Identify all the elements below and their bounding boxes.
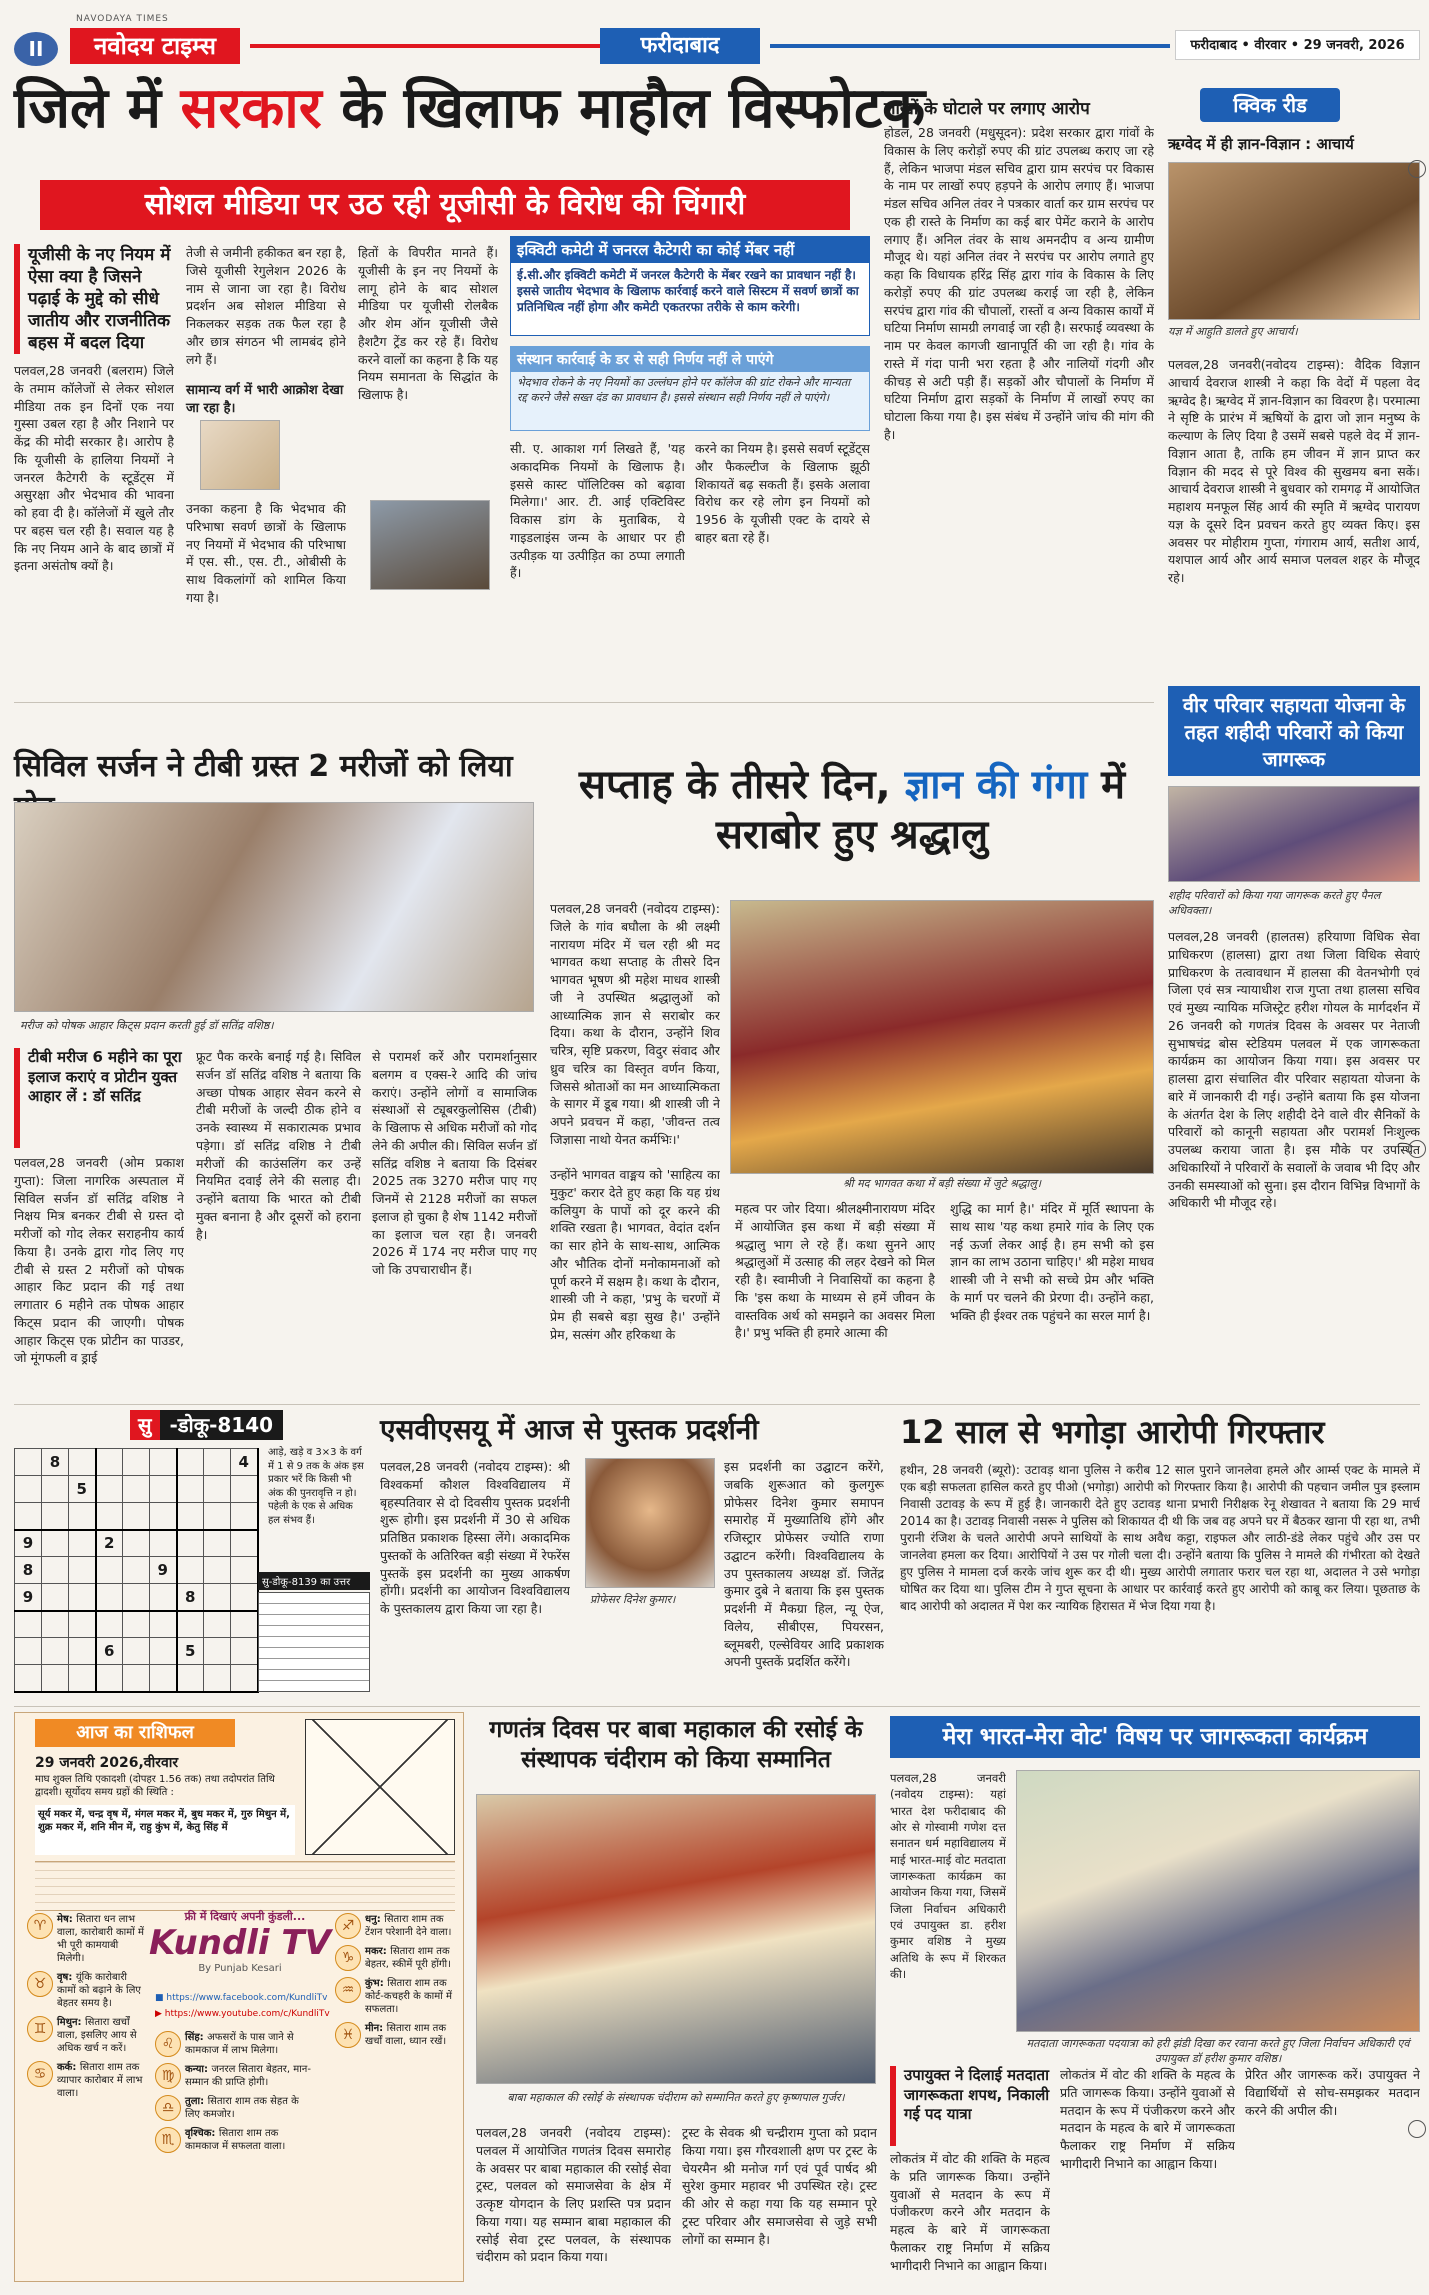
zodiac-icon: ♊: [27, 2016, 53, 2042]
sudoku-cell[interactable]: [69, 1665, 96, 1692]
rashi-item: [27, 1971, 147, 2010]
rashi-item: [335, 1913, 457, 1939]
rashi-name: कर्क:: [57, 2062, 80, 2073]
rashifal-title: आज का राशिफल: [35, 1719, 235, 1747]
bhagoda-headline: 12 साल से भगोड़ा आरोपी गिरफ्तार: [900, 1413, 1325, 1451]
sudoku-cell[interactable]: [150, 1584, 177, 1611]
institution-box-title: संस्थान कार्रवाई के डर से सही निर्णय नहीं ले पाएंगे: [511, 347, 869, 372]
rashi-prediction: सितारा शाम तक सेहत के लिए कमजोर।: [185, 2096, 299, 2120]
paper-small-name: NAVODAYA TIMES: [76, 14, 169, 24]
yagya-image: [1168, 162, 1420, 320]
divider: [14, 702, 1154, 703]
sudoku-cell[interactable]: [69, 1503, 96, 1530]
quick-read-tag: क्विक रीड: [1200, 88, 1340, 122]
sudoku-cell[interactable]: [96, 1503, 123, 1530]
mera-bharat-headline: मेरा भारत-मेरा वोट' विषय पर जागरूकता कार्यक्रम: [890, 1716, 1420, 1758]
sudoku-cell[interactable]: [96, 1557, 123, 1584]
sudoku-cell[interactable]: [42, 1530, 69, 1557]
rashi-col-right: [335, 1913, 457, 2273]
sudoku-cell[interactable]: [204, 1665, 231, 1692]
kundli-tv-logo-sub: By Punjab Kesari: [198, 1963, 282, 1974]
mera-bharat-body-col2: लोकतंत्र में वोट की शक्ति के महत्व के प्रति जागरूक किया। उन्होंने युवाओं से मतदान के रूप में पंजीकरण करने और मतदान के महत्व के बारे में जागरूकता फैलाकर राष्ट्र निर्माण में सक्रिय भागीदारी निभाने का आह्वान किया।: [890, 2151, 1050, 2273]
sudoku-cell[interactable]: 5: [69, 1476, 96, 1503]
rashi-item: [155, 2127, 315, 2153]
zodiac-icon: ♉: [27, 1971, 53, 1997]
sudoku-cell[interactable]: [150, 1503, 177, 1530]
sudoku-cell[interactable]: 9: [150, 1557, 177, 1584]
zodiac-icon: ♐: [335, 1913, 361, 1939]
sudoku-cell[interactable]: [42, 1503, 69, 1530]
sudoku-cell[interactable]: [96, 1449, 123, 1476]
facebook-url: https://www.facebook.com/KundliTv: [166, 1993, 328, 2003]
masthead-blue-rule: [770, 44, 1170, 48]
sudoku-cell[interactable]: [204, 1530, 231, 1557]
mera-bharat-body-col3: लोकतंत्र में वोट की शक्ति के महत्व के प्रति जागरूक किया। उन्होंने युवाओं से मतदान के रूप में पंजीकरण करने और मतदान के महत्व के बारे में जागरूकता फैलाकर राष्ट्र निर्माण में सक्रिय भागीदारी निभाने का आह्वान किया।: [1060, 2067, 1235, 2171]
sudoku-cell[interactable]: [177, 1476, 204, 1503]
rashi-text: [57, 1971, 147, 2010]
masthead: [0, 0, 1429, 70]
sudoku-cell[interactable]: [150, 1665, 177, 1692]
registration-mark: [1408, 1140, 1426, 1158]
civil-body-col2: फ्रूट पैक करके बनाई गई है। सिविल सर्जन डॉ सतिंद्र वशिष्ठ ने बताया कि अच्छा पोषक आहार सेवन करने से टीबी मरीजों के जल्दी ठीक होने व उनके स्वास्थ्य में सकारात्मक प्रभाव पड़ेगा। डॉ सतिंद्र वशिष्ठ ने टीबी मरीजों की काउंसलिंग कर उन्हें नियमित दवाई लेने की सलाह दी। उन्होंने बताया कि भारत को टीबी मुक्त बनाना है और दूसरों को हराना है।: [196, 1049, 361, 1242]
rashi-name: कुंभ:: [365, 1978, 388, 1989]
sudoku-cell[interactable]: [123, 1503, 150, 1530]
dateline: फरीदाबाद • वीरवार • 29 जनवरी, 2026: [1175, 30, 1420, 60]
sudoku-cell[interactable]: [231, 1665, 258, 1692]
sudoku-cell[interactable]: [69, 1584, 96, 1611]
sudoku-cell[interactable]: [204, 1503, 231, 1530]
rashifal-date: 29 जनवरी 2026,वीरवार: [35, 1755, 179, 1771]
institution-box: [510, 346, 870, 431]
veer-image: [1168, 786, 1420, 882]
sudoku-row: [15, 1665, 258, 1692]
sudoku-cell[interactable]: [42, 1611, 69, 1638]
sudoku-cell[interactable]: [150, 1638, 177, 1665]
rashi-text: [185, 2095, 315, 2121]
equity-box-title: इक्विटी कमेटी में जनरल कैटेगरी का कोई मेंबर नहीं: [511, 237, 869, 263]
sudoku-cell[interactable]: [42, 1584, 69, 1611]
rashi-text: [185, 2063, 315, 2089]
zodiac-icon: ♏: [155, 2127, 181, 2153]
sudoku-cell[interactable]: [231, 1611, 258, 1638]
rashi-name: मिथुन:: [57, 2017, 85, 2028]
sudoku-cell[interactable]: [204, 1638, 231, 1665]
sudoku-answer-label: सु-डोकू-8139 का उत्तर: [258, 1572, 370, 1590]
sudoku-cell[interactable]: [123, 1638, 150, 1665]
rashi-name: तुला:: [185, 2096, 208, 2107]
sudoku-cell[interactable]: [204, 1476, 231, 1503]
saptah-body-col1: पलवल,28 जनवरी (नवोदय टाइम्स): जिले के गांव बघौला के श्री लक्ष्मी नारायण मंदिर में चल रही श्री मद भागवत कथा सप्ताह के तीसरे दिन भागवत भूषण श्री महेश माधव शास्त्री जी ने उपस्थित श्रद्धालुओं को आध्यात्मिक ज्ञान से सराबोर कर दिया। कथा के दौरान, उन्होंने शिव चरित्र, सृष्टि प्रकरण, विदुर संवाद और ध्रुव चरित्र का विस्तृत वर्णन किया, जिससे श्रोताओं का मन आध्यात्मिकता के सागर में डूब गया। श्री शास्त्री जी ने अपने प्रवचन में कहा, 'जीवन्त तत्व जिज्ञासा नाथो येनत कर्मभिः।': [550, 901, 720, 1147]
sudoku-cell[interactable]: [177, 1530, 204, 1557]
sudoku-cell[interactable]: [69, 1530, 96, 1557]
protest-image: [370, 500, 490, 590]
sudoku-cell[interactable]: [204, 1584, 231, 1611]
mahakal-body-col1: पलवल,28 जनवरी (नवोदय टाइम्स): पलवल में आयोजित गणतंत्र दिवस समारोह के अवसर पर बाबा महाकाल की रसोई सेवा ट्रस्ट, पलवल को समाजसेवा के क्षेत्र में उत्कृष्ट योगदान के लिए प्रशस्ति पत्र प्रदान किया गया। यह सम्मान बाबा महाकाल की रसोई सेवा ट्रस्ट पलवल, के संस्थापक चंदीराम को प्रदान किया गया।: [476, 2125, 671, 2265]
saptah-body-col2: महत्व पर जोर दिया। श्रीलक्ष्मीनारायण मंदिर में आयोजित इस कथा में बड़ी संख्या में श्रद्धालु भाग ले रहे हैं। कथा सुनने आए श्रद्धालुओं में उत्साह की लहर देखने को मिल रही है। स्वामीजी ने निवासियों का कहना है कि 'इस कथा के माध्यम से हमें जीवन के वास्तविक अर्थ को समझने का अवसर मिला है।' प्रभु भक्ति ही हमारे आत्मा की: [735, 1201, 935, 1341]
civil-body-col3: से परामर्श करें और परामर्शानुसार बलगम व एक्स-रे आदि की जांच कराएं। उन्होंने लोगों व सामाजिक संस्थाओं से ट्यूबरकुलोसिस (टीबी) के खिलाफ से अधिक मरीजों को गोद लेने की अपील की। सिविल सर्जन डॉ सतिंद्र वशिष्ठ ने बताया कि दिसंबर 2025 तक 3270 मरीज पाए गए जिनमें से 2128 मरीजों का सफल इलाज हो चुका है शेष 1142 मरीजों का इलाज चल रहा है। जनवरी 2026 में 174 नए मरीज पाए गए जो कि उपचाराधीन हैं।: [372, 1049, 537, 1277]
lead-headline: जिले में सरकार के खिलाफ माहौल विस्फोटक: [14, 76, 926, 141]
rashi-prediction: सितारा धन लाभ वाला, कारोबारी कामों में भी पूरी कामयाबी मिलेगी।: [57, 1914, 144, 1964]
sudoku-cell[interactable]: [69, 1611, 96, 1638]
svsu-headline: एसवीएसयू में आज से पुस्तक प्रदर्शनी: [380, 1413, 759, 1446]
cartoon-image: [200, 420, 280, 490]
saptah-headline: सप्ताह के तीसरे दिन, ज्ञान की गंगा में सराबोर हुए श्रद्धालु: [578, 762, 1126, 858]
registration-mark: [1408, 160, 1426, 178]
rashi-item: [27, 2016, 147, 2055]
rashi-col-mid: [155, 2031, 315, 2275]
lead-body-col4: सी. ए. आकाश गर्ग लिखते हैं, 'यह अकादमिक नियमों के खिलाफ है। इससे कास्ट पॉलिटिक्स को बढ़ावा मिलेगा।' आर. टी. आई एक्टिविस्ट विकास डांग के मुताबिक, ये गाइडलाइंस जन्म के आधार पर ही उत्पीड़क या उत्पीड़ित का ठप्पा लगाती हैं।: [510, 441, 685, 581]
rashi-prediction: सितारा खर्चों वाला, इसलिए आय से अधिक खर्च न करें।: [57, 2017, 137, 2054]
sudoku-cell[interactable]: [96, 1665, 123, 1692]
facebook-link[interactable]: [155, 1993, 345, 2003]
kundli-tv-logo: [145, 1923, 335, 1983]
sudoku-row: [15, 1557, 258, 1584]
sudoku-row: [15, 1584, 258, 1611]
rashi-text: [57, 1913, 147, 1965]
rashi-prediction: सितारा शाम तक कामकाज में सफलता वाला।: [185, 2128, 286, 2152]
youtube-icon: ▶: [155, 2009, 162, 2019]
sudoku-cell[interactable]: [150, 1449, 177, 1476]
sudoku-cell[interactable]: [123, 1476, 150, 1503]
rashi-text: [365, 1945, 457, 1971]
mera-bharat-kicker: उपायुक्त ने दिलाई मतदाता जागरूकता शपथ, निकाली गई पद यात्रा: [890, 2066, 1050, 2146]
lead-kicker: यूजीसी के नए नियम में ऐसा क्या है जिसने पढ़ाई के मुद्दे को सीधे जातीय और राजनीतिक बहस में बदल दिया: [14, 244, 174, 354]
zodiac-icon: ♓: [335, 2022, 361, 2048]
sudoku-cell[interactable]: [231, 1503, 258, 1530]
mahakal-caption: बाबा महाकाल की रसोई के संस्थापक चंदीराम को सम्मानित करते हुए कृष्णपाल गुर्जर।: [507, 2091, 845, 2104]
sudoku-instructions: आड़े, खड़े व 3×3 के वर्ग में 1 से 9 तक के अंक इस प्रकार भरें कि किसी भी अंक की पुनरावृत्ति न हो। पहेली के एक से अधिक हल संभव हैं।: [268, 1447, 364, 1526]
sudoku-cell[interactable]: [69, 1557, 96, 1584]
sudoku-answer-grid: [258, 1592, 370, 1692]
sudoku-cell[interactable]: [204, 1557, 231, 1584]
zodiac-icon: ♒: [335, 1977, 361, 2003]
sudoku-cell[interactable]: [15, 1503, 42, 1530]
sudoku-cell[interactable]: 5: [177, 1638, 204, 1665]
zodiac-icon: ♌: [155, 2031, 181, 2057]
rashi-name: कन्या:: [185, 2064, 212, 2075]
sudoku-cell[interactable]: [231, 1557, 258, 1584]
rashi-item: [335, 1945, 457, 1971]
sudoku-cell[interactable]: 8: [42, 1449, 69, 1476]
rashi-prediction: सितारा शाम तक टेंशन परेशानी देने वाला।: [365, 1914, 452, 1938]
sudoku-cell[interactable]: [123, 1530, 150, 1557]
zodiac-icon: ♎: [155, 2095, 181, 2121]
civil-headline: सिविल सर्जन ने टीबी ग्रस्त 2 मरीजों को लिया: [14, 749, 513, 784]
sudoku-cell[interactable]: 8: [15, 1557, 42, 1584]
mera-bharat-image: [1016, 1770, 1420, 2032]
sudoku-row: [15, 1476, 258, 1503]
sudoku-cell[interactable]: [15, 1638, 42, 1665]
mahakal-headline: गणतंत्र दिवस पर बाबा महाकाल की रसोई के संस्थापक चंदीराम को किया सम्मानित: [489, 1717, 863, 1773]
sudoku-cell[interactable]: [96, 1476, 123, 1503]
professor-image: [585, 1458, 715, 1588]
lead-body-col2b-text: उनका कहना है कि भेदभाव की परिभाषा सवर्ण छात्रों के खिलाफ नए नियमों में भेदभाव की परिभाषा में एस. सी., एस. टी., ओबीसी के साथ विकलांगों को शामिल किया गया है।: [186, 501, 346, 605]
sudoku-cell[interactable]: [42, 1557, 69, 1584]
ghotala-headline: लाखों के घोटाले पर लगाए आरोप: [884, 99, 1090, 119]
rashi-text: [185, 2031, 315, 2057]
quick-read-caption: यज्ञ में आहुति डालते हुए आचार्य।: [1168, 325, 1298, 338]
sudoku-cell[interactable]: [204, 1611, 231, 1638]
saptah-body-col1b: उन्होंने भागवत वाङ्मय को 'साहित्य का मुकुट' करार देते हुए कहा कि यह ग्रंथ कलियुग के पापों को दूर करने की शक्ति रखता है। भागवत, वेदांत दर्शन का सार होने के साथ-साथ, आत्मिक और भौतिक दोनों मनोकामनाओं को पूर्ण करने में सक्षम है। कथा के दौरान, शास्त्री जी ने कहा, 'प्रभु के चरणों में प्रेम ही सबसे बड़ा सुख है।' उन्होंने प्रेम, सत्संग और हरिकथा के: [550, 1167, 720, 1342]
rashi-text: [365, 1977, 457, 2016]
katha-image: [730, 900, 1154, 1174]
sudoku-cell[interactable]: [15, 1611, 42, 1638]
rashi-prediction: सितारा शाम तक कोर्ट-कचहरी के कामों में सफलता।: [365, 1978, 452, 2015]
sudoku-row: [15, 1638, 258, 1665]
kundli-chart: [305, 1719, 455, 1855]
mera-bharat-body-col4: प्रेरित और जागरूक करें। उपायुक्त ने विद्यार्थियों से सोच-समझकर मतदान करने की अपील की।: [1245, 2067, 1420, 2118]
sudoku-cell[interactable]: [150, 1530, 177, 1557]
sudoku-cell[interactable]: [231, 1638, 258, 1665]
zodiac-icon: ♈: [27, 1913, 53, 1939]
sudoku-cell[interactable]: [123, 1449, 150, 1476]
sudoku-cell[interactable]: [42, 1665, 69, 1692]
registration-mark: [1408, 2120, 1426, 2138]
sudoku-grid: [14, 1448, 259, 1693]
sudoku-cell[interactable]: 2: [96, 1530, 123, 1557]
sudoku-cell[interactable]: 6: [96, 1638, 123, 1665]
zodiac-icon: ♍: [155, 2063, 181, 2089]
sudoku-cell[interactable]: [177, 1557, 204, 1584]
equity-box: [510, 236, 870, 336]
rashi-item: [155, 2063, 315, 2089]
sudoku-cell[interactable]: 8: [177, 1584, 204, 1611]
sudoku-cell[interactable]: [204, 1449, 231, 1476]
divider: [14, 1706, 1420, 1707]
sudoku-cell[interactable]: [123, 1611, 150, 1638]
veer-caption: शहीद परिवारों को किया गया जागरूक करते हुए पैनल अधिवक्ता।: [1168, 889, 1381, 917]
sudoku-row: [15, 1503, 258, 1530]
sudoku-row: [15, 1611, 258, 1638]
equity-box-body: ई.सी.और इक्विटी कमेटी में जनरल कैटेगरी के मेंबर रखने का प्रावधान नहीं है। इससे जातीय भेदभाव के खिलाफ कार्रवाई करने वाले सिस्टम में सवर्ण छात्रों का प्रतिनिधित्व नहीं होगा और कमेटी एकतरफा तरीके से काम करेगी।: [517, 268, 859, 315]
rashi-text: [57, 2061, 147, 2100]
sudoku-cell[interactable]: [177, 1611, 204, 1638]
sudoku-grid-wrap: [14, 1448, 259, 1693]
lead-body-col2b: [186, 500, 346, 690]
bhagoda-body: हथीन, 28 जनवरी (ब्यूरो): उटावड़ थाना पुलिस ने करीब 12 साल पुराने जानलेवा हमले और आर्म्स एक्ट के मामले में एक बड़ी सफलता हासिल करते हुए पीओ (भगोड़ा) आरोपी को गिरफ्तार किया है। आरोपी की पहचान जमील पुत्र इस्लाम निवासी उटावड़ के रूप में हुई है। जानकारी देते हुए उटावड़ थाना प्रभारी निरीक्षक रेनू शेखावत ने बताया कि 29 मार्च 2014 का है। उटावड़ निवासी नसरू ने पुलिस को शिकायत दी थी कि जब वह अपने घर में बैठकर खाना पी रहा था, तभी पुरानी रंजिश के चलते आरोपी अपने साथियों के साथ अवैध कट्टा, राइफल और लाठी-डंडे लेकर पहुंचे और उस पर जानलेवा हमला कर दिया। आरोपियों ने उस पर गोली चला दी। उन्होंने बताया कि पुलिस ने मामले की गंभीरता को देखते हुए पुलिस ने मामला दर्ज करके जांच शुरू कर दी थी। मुख्य आरोपी लगातार फरार चल रहा था, अदालत ने उसे भगोड़ा घोषित कर दिया था। पुलिस टीम ने गुप्त सूचना के आधार पर कार्रवाई करते हुए आरोपी को काबू कर लिया। पूछताछ के बाद आरोपी को अदालत में पेश कर न्यायिक हिरासत में भेज दिया गया है।: [900, 1463, 1420, 1614]
mera-bharat-caption: मतदाता जागरूकता पदयात्रा को हरी झंडी दिखा कर रवाना करते हुए जिला निर्वाचन अधिकारी एवं उपायुक्त डॉ हरीश कुमार वशिष्ठ।: [1026, 2037, 1410, 2065]
quick-read-headline: ऋग्वेद में ही ज्ञान-विज्ञान : आचार्य: [1168, 135, 1354, 153]
sudoku-cell[interactable]: [69, 1638, 96, 1665]
rashifal-tithi: माघ शुक्ल तिथि एकादशी (दोपहर 1.56 तक) तथा तदोपरांत तिथि द्वादशी। सूर्योदय समय ग्रहों की स्थिति :: [35, 1774, 275, 1798]
rashi-name: वृष:: [57, 1972, 76, 1983]
sudoku-cell[interactable]: [15, 1449, 42, 1476]
sudoku-cell[interactable]: [42, 1476, 69, 1503]
sudoku-title-rest: -डोकू-8140: [160, 1410, 284, 1440]
rashi-item: [335, 1977, 457, 2016]
sudoku-cell[interactable]: 9: [15, 1584, 42, 1611]
veer-headline: वीर परिवार सहायता योजना के तहत शहीदी परिवारों को किया जागरूक: [1168, 686, 1420, 776]
sudoku-cell[interactable]: [150, 1611, 177, 1638]
sudoku-cell[interactable]: [123, 1557, 150, 1584]
sudoku-cell[interactable]: [177, 1665, 204, 1692]
rashi-item: [27, 2061, 147, 2100]
sudoku-cell[interactable]: [69, 1449, 96, 1476]
rashi-prediction: सितारा शाम तक खर्चों वाला, ध्यान रखें।: [365, 2023, 447, 2047]
paper-name: नवोदय टाइम्स: [70, 28, 240, 64]
lead-body-col2: तेजी से जमीनी हकीकत बन रहा है, जिसे यूजीसी रेगुलेशन 2026 के नाम से जाना जा रहा है। विरोध प्रदर्शन अब सोशल मीडिया से निकलकर सड़क तक फैल रहा है और छात्र संगठन भी लामबंद होने लगे हैं।: [186, 245, 346, 367]
sudoku-cell[interactable]: 9: [15, 1530, 42, 1557]
rashi-text: [365, 2022, 457, 2048]
mera-bharat-body: पलवल,28 जनवरी (नवोदय टाइम्स): यहां भारत देश फरीदाबाद की ओर से गोस्वामी गणेश दत्त सनातन धर्म महाविद्यालय में माई भारत-माई वोट मतदाता जागरूकता कार्यक्रम का आयोजन किया गया, जिसमें जिला निर्वाचन अधिकारी एवं उपायुक्त डा. हरीश कुमार वशिष्ठ ने मुख्य अतिथि के रूप में शिरकत की।: [890, 1771, 1006, 1981]
sudoku-cell[interactable]: [231, 1476, 258, 1503]
sudoku-cell[interactable]: [42, 1638, 69, 1665]
rashi-name: मकर:: [365, 1946, 391, 1957]
sudoku-cell[interactable]: [231, 1530, 258, 1557]
lead-pullquote: सामान्य वर्ग में भारी आक्रोश देखा जा रहा है।: [186, 383, 344, 416]
rashi-text: [57, 2016, 147, 2055]
divider: [14, 1404, 1420, 1405]
civil-body-col1: पलवल,28 जनवरी (ओम प्रकाश गुप्ता): जिला नागरिक अस्पताल में सिविल सर्जन डॉ सतिंद्र वशिष्ठ ने निक्षय मित्र बनकर टीबी से ग्रस्त दो मरीजों को गोद लेकर सराहनीय कार्य किया है। उनके द्वारा गोद लिए गए टीबी से ग्रस्त 2 मरीजों को पोषक आहार किट प्रदान की गई तथा लगातार 6 महीने तक पोषक आहार किट्स प्रदान की जाएगी। पोषक आहार किट्स एक प्रोटीन का पाउडर, जो मूंगफली व ड्राई: [14, 1155, 184, 1366]
facebook-icon: ■: [155, 1993, 164, 2003]
rashi-text: [365, 1913, 457, 1939]
page-number: II: [14, 32, 58, 66]
saptah-body-col3: शुद्धि का मार्ग है।' मंदिर में मूर्ति स्थापना के साथ साथ 'यह कथा हमारे गांव के लिए एक नई ऊर्जा लेकर आई है। हम सभी को इस ज्ञान का लाभ उठाना चाहिए।' श्री महेश माधव शास्त्री जी ने सभी को सच्चे प्रेम और भक्ति के मार्ग पर चलने की प्रेरणा दी। उन्होंने कहा, भक्ति ही ईश्वर तक पहुंचने का सरल मार्ग है।: [950, 1201, 1154, 1323]
saptah-caption: श्री मद भागवत कथा में बड़ी संख्या में जुटे श्रद्धालु।: [842, 1177, 1042, 1190]
sudoku-cell[interactable]: [96, 1611, 123, 1638]
sudoku-cell[interactable]: [123, 1665, 150, 1692]
rashi-name: सिंह:: [185, 2032, 208, 2043]
zodiac-icon: ♑: [335, 1945, 361, 1971]
sudoku-cell[interactable]: [15, 1665, 42, 1692]
kundli-promo: फ्री में दिखाएं अपनी कुंडली...: [184, 1910, 306, 1923]
zodiac-icon: ♋: [27, 2061, 53, 2087]
rashi-prediction: सितारा शाम तक व्यापार कारोबार में लाभ वाला।: [57, 2062, 143, 2099]
rashi-name: धनु:: [365, 1914, 385, 1925]
rashi-item: [27, 1913, 147, 1965]
sudoku-cell[interactable]: [123, 1584, 150, 1611]
rashi-prediction: जनरल सितारा बेहतर, मान-सम्मान की प्राप्ति होगी।: [185, 2064, 311, 2088]
mahakal-body-col2: ट्रस्ट के सेवक श्री चन्द्रीराम गुप्ता को प्रदान किया गया। इस गौरवशाली क्षण पर ट्रस्ट के चेयरमैन श्री मनोज गर्ग एवं पूर्व पार्षद श्री सुरेश कुमार महावर भी उपस्थित रहे। ट्रस्ट की ओर से कहा गया कि यह सम्मान पूरे ट्रस्ट परिवार और समाजसेवा से जुड़े सभी लोगों का सम्मान है।: [682, 2125, 877, 2247]
mahakal-image: [476, 1794, 876, 2084]
youtube-url: https://www.youtube.com/c/KundliTv: [164, 2009, 330, 2019]
rashifal-section: [14, 1712, 464, 2282]
lead-body-col5: करने का नियम है। इससे सवर्ण स्टूडेंट्स और फैकल्टीज के खिलाफ झूठी शिकायतें बढ़ सकती हैं। इसके अलावा विरोध कर रहे लोग इन नियमों को 1956 के यूजीसी एक्ट के दायरे से बाहर बता रहे हैं।: [695, 441, 870, 545]
sudoku-cell[interactable]: [15, 1476, 42, 1503]
sudoku-cell[interactable]: [96, 1584, 123, 1611]
sudoku-cell[interactable]: [231, 1584, 258, 1611]
rashi-col-left: [27, 1913, 147, 2273]
rashi-text: [185, 2127, 315, 2153]
rashi-name: मेष:: [57, 1914, 77, 1925]
ghotala-body: होडल, 28 जनवरी (मधुसूदन): प्रदेश सरकार द्वारा गांवों के विकास के लिए करोड़ों रुपए की ग्रांट उपलब्ध कराए जा रहे हैं, लेकिन भाजपा मंडल सचिव द्वारा ग्राम सरपंच पर विकास के नाम पर लाखों रुपए हड़पने के आरोप लगाए हैं। भाजपा मंडल सचिव अनिल तंवर ने पत्रकार वार्ता कर ग्राम सरपंच पर एक ही रास्ते के निर्माण का कई बार पेमेंट कराने के आरोप लगाए हैं। अनिल तंवर के साथ अमनदीप व अन्य ग्रामीण मौजूद थे। यहां अनिल तंवर ने सरपंच पर आरोप लगाते हुए कहा कि विधायक हरिंद्र सिंह द्वारा गांव के विकास के लिए करोड़ों रुपए की ग्रांट उपलब्ध कराई जा रही है, लेकिन सरपंच द्वारा गांव की चौपालों, रास्तों व अन्य विकास कार्यों में घटिया निर्माण सामग्री लगवाई जा रही है। सरफाई व्यवस्था के नाम पर केवल कागजी खानापूर्ति की जा रही है। गांव के रास्ते में गंदा पानी भरा रहता है और नालियों गंदगी और कीचड़ से अटी पड़ी हैं। सड़कों और चौपालों के निर्माण में घटिया निर्माण द्वारा सड़कों के निर्माण में लाखों रुपए का घोटाला किया गया है। इस संबंध में उन्होंने जांच की मांग की है।: [884, 125, 1154, 442]
quick-read-body: पलवल,28 जनवरी(नवोदय टाइम्स): वैदिक विज्ञान आचार्य देवराज शास्त्री ने कहा कि वेदों में पहला वेद ऋग्वेद है। ऋग्वेद में ज्ञान-विज्ञान का विवरण है। परमात्मा ने सृष्टि के प्रारंभ में ऋषियों के द्वारा जो ज्ञान मनुष्य के कल्याण के लिए दिया है उसमें सबसे पहले वेद में ज्ञान-विज्ञान आता है, ताकि हम जीवन में ज्ञान प्राप्त कर विज्ञान की मदद से पूरे विश्व की सुखमय बना सकें। आचार्य देवराज शास्त्री ने बुधवार को रामगढ़ में आयोजित महाशय मनफूल सिंह आर्य की स्मृति में ऋग्वेद पारायण यज्ञ के दूसरे दिन प्रवचन करते हुए व्यक्त किए। इस अवसर पर मोहीराम गुप्ता, गंगाराम आर्य, सतीश आर्य, यशपाल आर्य और आर्य समाज पलवल शहर के मौजूद रहे।: [1168, 357, 1420, 585]
lead-banner: सोशल मीडिया पर उठ रही यूजीसी के विरोध की चिंगारी: [40, 180, 850, 230]
svsu-body-col2: इस प्रदर्शनी का उद्घाटन करेंगे, जबकि शुरूआत को कुलगुरू प्रोफेसर दिनेश कुमार समापन समारोह में मुख्यातिथि होंगे और रजिस्ट्रार प्रोफेसर ज्योति राणा उद्घाटन करेंगी। विश्वविद्यालय के उप पुस्तकालय अध्यक्ष डॉ. जितेंद्र कुमार दुबे ने बताया कि इस पुस्तक प्रदर्शनी में मैकग्रा हिल, न्यू ऐज, विलेय, सीबीएस, पियरसन, ब्लूमबरी, एल्सेवियर आदि प्रकाशक अपनी पुस्तकें प्रदर्शित करेंगे।: [724, 1459, 884, 1670]
rashifal-panchang: [35, 1861, 455, 1911]
sudoku-cell[interactable]: [177, 1503, 204, 1530]
rashi-name: वृश्चिक:: [185, 2128, 219, 2139]
rashi-name: मीन:: [365, 2023, 387, 2034]
civil-caption: मरीज को पोषक आहार किट्स प्रदान करती हुई डॉ सतिंद्र वशिष्ठ।: [20, 1019, 274, 1032]
rashi-prediction: अफसरों के पास जाने से कामकाज में लाभ मिलेगा।: [185, 2032, 294, 2056]
lead-body-col1: पलवल,28 जनवरी (बलराम) जिले के तमाम कॉलेजों से लेकर सोशल मीडिया तक इन दिनों एक नया गुस्सा उबल रहा है और निशाने पर केंद्र की मोदी सरकार है। आरोप है कि यूजीसी के हालिया नियमों ने जनरल कैटेगरी के स्टूडेंट्स में असुरक्षा और भेदभाव की भावना को हवा दी है। कॉलेजों में खुले तौर पर बहस चल रही है। सवाल यह है कि नए नियम आने के बाद छात्रों में इतना असंतोष क्यों है।: [14, 363, 174, 574]
svsu-caption: प्रोफेसर दिनेश कुमार।: [590, 1593, 676, 1606]
sudoku-cell[interactable]: 4: [231, 1449, 258, 1476]
rashifal-planets: सूर्य मकर में, चन्द्र वृष में, मंगल मकर में, बुध मकर में, गुरु मिथुन में, शुक्र मकर में, शनि मीन में, राहु कुंभ में, केतु सिंह में: [35, 1805, 295, 1855]
rashi-item: [335, 2022, 457, 2048]
institution-box-body: भेदभाव रोकने के नए नियमों का उल्लंघन होने पर कॉलेज की ग्रांट रोकने और मान्यता रद्द करने जैसे सख्त दंड का प्रावधान है। इससे संस्थान सही निर्णय नहीं ले पाएंगे।: [517, 376, 851, 404]
veer-body: पलवल,28 जनवरी (हालतस) हरियाणा विधिक सेवा प्राधिकरण (हालसा) द्वारा तथा जिला विधिक सेवाएं प्राधिकरण के तत्वावधान में हालसा की वेतनभोगी एवं जिला एवं सत्र न्यायाधीश राज गुप्ता तथा हालसा सचिव एवं मुख्य न्यायिक मजिस्ट्रेट हरीश गोयल के मार्गदर्शन में 26 जनवरी को गणतंत्र दिवस के अवसर पर नेताजी सुभाषचंद्र बोस स्टेडियम पलवल में एक जागरूकता कार्यक्रम का आयोजन किया गया। इस अवसर पर हालसा द्वारा संचालित वीर परिवार सहायता योजना के बारे में जानकारी दी गई। उन्होंने बताया कि इस योजना के अंतर्गत देश के लिए शहीदी देने वाले वीर सैनिकों के परिवारों को कानूनी सहायता और परामर्श निःशुल्क उपलब्ध कराया जाता है। इस मौके पर उपस्थित अधिकारियों ने परिवारों के सवालों के जवाब भी दिए और उनकी समस्याओं को सुना। इस दौरान विभिन्न विभागों के अधिकारी भी मौजूद रहे।: [1168, 929, 1420, 1211]
civil-kicker: टीबी मरीज 6 महीने का पूरा इलाज कराएं व प्रोटीन युक्त आहार लें : डॉ सतिंद्र: [14, 1048, 184, 1148]
sudoku-title: [130, 1410, 283, 1440]
sudoku-row: [15, 1530, 258, 1557]
kundli-tv-logo-text: Kundli TV: [149, 1923, 331, 1963]
sudoku-row: [15, 1449, 258, 1476]
rashi-item: [155, 2095, 315, 2121]
civil-image: [14, 802, 534, 1012]
rashi-prediction: सितारा शाम तक बेहतर, स्कीमें पूरी होंगी।: [365, 1946, 451, 1970]
sudoku-title-s: सु: [130, 1410, 160, 1440]
city-tab: फरीदाबाद: [600, 28, 760, 64]
youtube-link[interactable]: [155, 2009, 345, 2019]
sudoku-cell[interactable]: [150, 1476, 177, 1503]
lead-body-col3: हितों के विपरीत मानते हैं। यूजीसी के इन नए नियमों के लागू होने के बाद सोशल मीडिया पर यूजीसी रोलबैक और शेम ऑन यूजीसी जैसे हैशटैग ट्रेंड कर रहे हैं। विरोध करने वालों का कहना है कि यह नियम समानता के सिद्धांत के खिलाफ है।: [358, 245, 498, 402]
rashi-prediction: यूंकि कारोबारी कामों को बढ़ाने के लिए बेहतर समय है।: [57, 1972, 141, 2009]
svsu-body-col1: पलवल,28 जनवरी (नवोदय टाइम्स): श्री विश्वकर्मा कौशल विश्वविद्यालय में बृहस्पतिवार से दो दिवसीय पुस्तक प्रदर्शनी शुरू होगी। इस प्रदर्शनी में 30 से अधिक प्रतिष्ठित प्रकाशक हिस्सा लेंगे। अकादमिक पुस्तकों के अतिरिक्त बड़ी संख्या में रेफरेंस पुस्तकें इस प्रदर्शनी का मुख्य आकर्षण होंगी। प्रदर्शनी का आयोजन विश्वविद्यालय के पुस्तकालय द्वारा किया जा रहा है।: [380, 1459, 570, 1616]
sudoku-cell[interactable]: [177, 1449, 204, 1476]
rashi-item: [155, 2031, 315, 2057]
